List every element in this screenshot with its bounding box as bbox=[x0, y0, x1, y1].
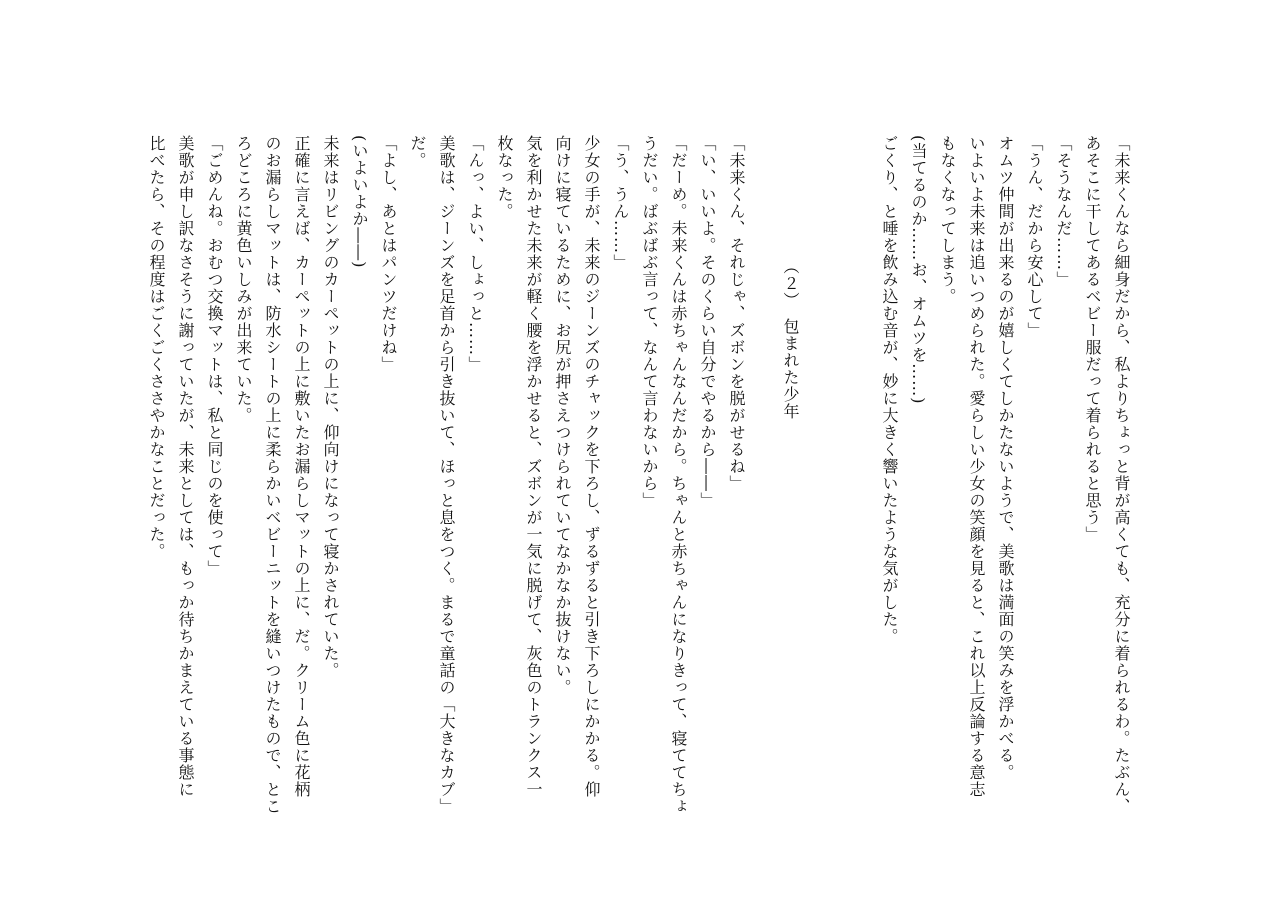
text-line-2: あそこに干してあるベビー服だって着られると思う」 bbox=[1083, 135, 1102, 543]
text-line-12: 「い、いいよ。そのくらい自分でやるから――」 bbox=[698, 135, 717, 509]
text-line-30: 美歌が申し訳なさそうに謝っていたが、未来としては、もっか待ちかまえている事態に bbox=[176, 135, 195, 798]
text-line-18: 気を利かせた未来が軽く腰を浮かせると、ズボンが一気に脱げて、灰色のトランクス一 bbox=[524, 135, 543, 798]
text-line-28: ろどころに黄色いしみが出来ていた。 bbox=[234, 135, 253, 424]
text-line-23: 「よし、あとはパンツだけね」 bbox=[379, 135, 398, 373]
text-line-15: 「う、うん……」 bbox=[611, 135, 630, 271]
text-line-24: (いよいよか――) bbox=[350, 135, 369, 269]
section-heading: （２） 包まれた少年 bbox=[781, 258, 800, 420]
text-line-11: 「未来くん、それじゃ、ズボンを脱がせるね」 bbox=[727, 135, 746, 492]
text-line-19: 枚なった。 bbox=[495, 135, 514, 220]
text-line-25: 未来はリビングのカーペットの上に、仰向けになって寝かされていた。 bbox=[321, 135, 340, 679]
text-line-26: 正確に言えば、カーペットの上に敷いたお漏らしマットの上に、だ。クリーム色に花柄 bbox=[292, 135, 311, 798]
text-line-21: 美歌は、ジーンズを足首から引き抜いて、ほっと息をつく。まるで童話の「大きなカブ」 bbox=[437, 135, 456, 815]
text-line-4: 「うん、だから安心して」 bbox=[1025, 135, 1044, 339]
text-line-7: もなくなってしまう。 bbox=[938, 135, 957, 305]
text-line-14: うだい。ばぶばぶ言って、なんて言わないから」 bbox=[640, 135, 659, 509]
text-line-1: 「未来くんなら細身だから、私よりちょっと背が高くても、充分に着られるわ。たぶん、 bbox=[1112, 135, 1131, 815]
text-line-6: いよいよ未来は追いつめられた。愛らしい少女の笑顔を見ると、これ以上反論する意志 bbox=[967, 135, 986, 798]
text-line-22: だ。 bbox=[408, 135, 427, 169]
text-line-9: ごくり、と唾を飲み込む音が、妙に大きく響いたような気がした。 bbox=[880, 135, 899, 645]
text-line-16: 少女の手が、未来のジーンズのチャックを下ろし、ずるずると引き下ろしにかかる。仰 bbox=[582, 135, 601, 798]
text-line-31: 比べたら、その程度はごくごくささやかなことだった。 bbox=[147, 135, 166, 560]
text-line-13: 「だーめ。未来くんは赤ちゃんなんだから。ちゃんと赤ちゃんになりきって、寝ててちょ bbox=[669, 135, 688, 815]
text-line-5: オムツ仲間が出来るのが嬉しくてしかたないようで、美歌は満面の笑みを浮かべる。 bbox=[996, 135, 1015, 781]
text-line-27: のお漏らしマットは、防水シートの上に柔らかいベビーニットを縫いつけたもので、とこ bbox=[263, 135, 282, 815]
text-line-17: 向けに寝ているために、お尻が押さえつけられていてなかなか抜けない。 bbox=[553, 135, 572, 696]
text-line-20: 「んっ、よい、しょっと……」 bbox=[466, 135, 485, 373]
text-line-3: 「そうなんだ……」 bbox=[1054, 135, 1073, 288]
text-line-8: (当てるのか……お、オムツを……) bbox=[909, 135, 928, 405]
text-line-29: 「ごめんね。おむつ交換マットは、私と同じのを使って」 bbox=[205, 135, 224, 577]
